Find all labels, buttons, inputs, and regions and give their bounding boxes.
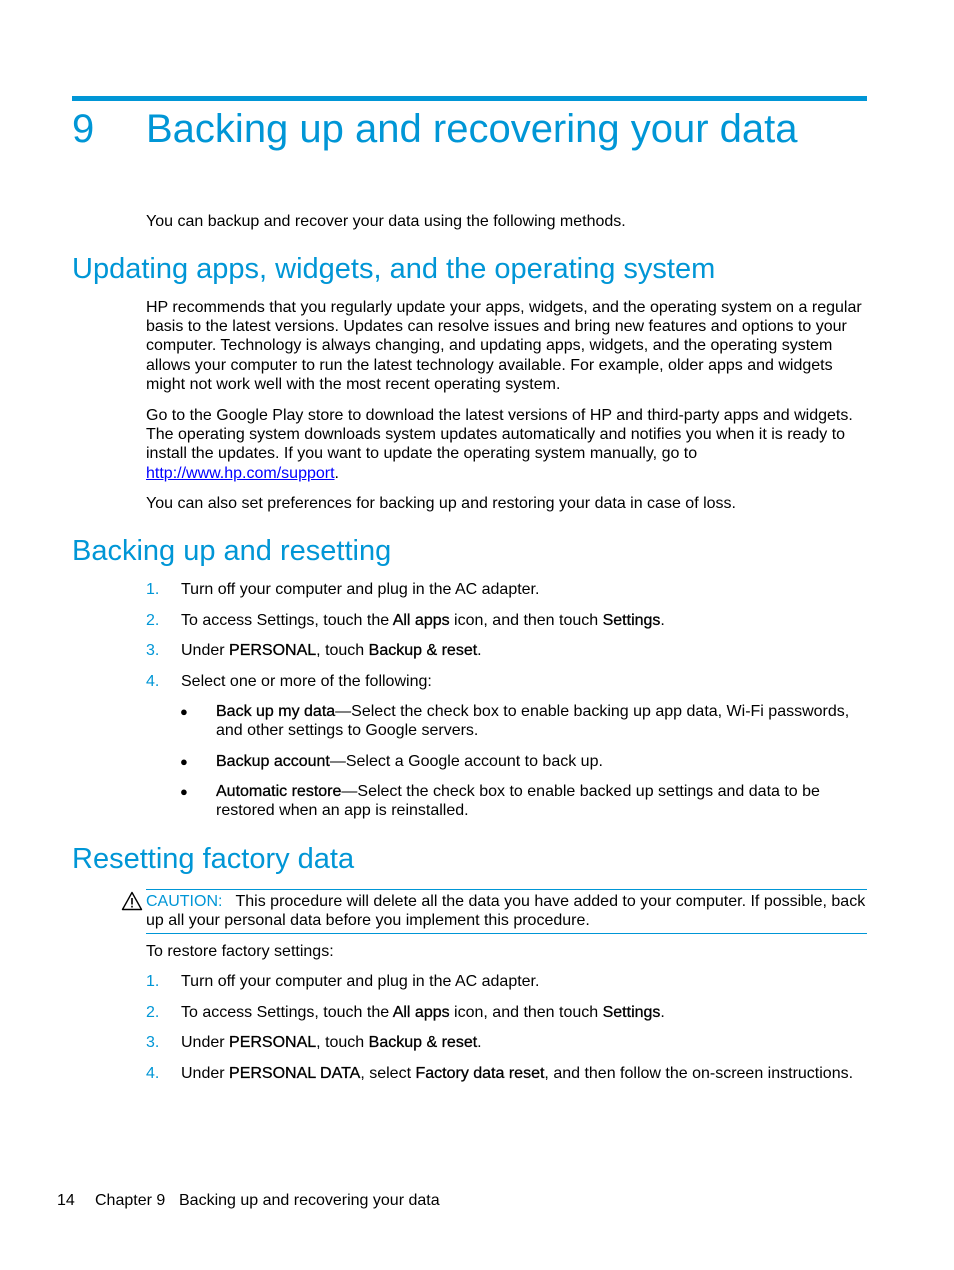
section-heading-updating: Updating apps, widgets, and the operating system xyxy=(72,253,716,285)
list-item: Turn off your computer and plug in the AC adapter. xyxy=(181,581,540,598)
warning-triangle-icon xyxy=(121,891,143,911)
updating-paragraph-1: HP recommends that you regularly update your apps, widgets, and the operating system on a regular basis to the latest versions. Updates can resolve issues and bring new features and options to your computer. Technology is always changing, and updating apps, widgets, and the operating system allows your computer to run the latest technology available. For example, older apps and widgets might not work well with the most recent operating system. xyxy=(146,299,862,393)
step-number: 4. xyxy=(146,673,160,690)
step-number: 1. xyxy=(146,581,160,598)
list-item: Under PERSONAL, touch Backup & reset. xyxy=(181,1034,482,1051)
bullet-icon: ● xyxy=(180,784,188,799)
list-item: Turn off your computer and plug in the AC adapter. xyxy=(181,973,540,990)
section-heading-factory: Resetting factory data xyxy=(72,843,355,875)
list-item: To access Settings, touch the All apps icon, and then touch Settings. xyxy=(181,1004,665,1021)
footer-page-number: 14 xyxy=(57,1192,75,1209)
bullet-item: Automatic restore—Select the check box to enable backed up settings and data to be restored when an app is reinstalled. xyxy=(216,783,820,820)
chapter-number: 9 xyxy=(72,107,95,151)
step-number: 3. xyxy=(146,1034,160,1051)
step-number: 2. xyxy=(146,1004,160,1021)
step-number: 4. xyxy=(146,1065,160,1082)
footer-chapter-label: Chapter 9 xyxy=(95,1192,166,1209)
list-item: To access Settings, touch the All apps icon, and then touch Settings. xyxy=(181,612,665,629)
list-item: Under PERSONAL DATA, select Factory data reset, and then follow the on-screen instructions. xyxy=(181,1065,854,1082)
list-item: Under PERSONAL, touch Backup & reset. xyxy=(181,642,482,659)
bullet-item: Backup account—Select a Google account to back up. xyxy=(216,753,603,770)
list-item: Select one or more of the following: xyxy=(181,673,432,690)
section-heading-backing: Backing up and resetting xyxy=(72,535,392,567)
step-number: 3. xyxy=(146,642,160,659)
bullet-icon: ● xyxy=(180,754,188,769)
updating-paragraph-2: Go to the Google Play store to download the latest versions of HP and third-party apps and widgets. The operating system downloads system updates automatically and notifies you when it is ready to install the updates. If you want to update the operating system manually, go to http://www.hp.com/support. xyxy=(146,407,853,482)
caution-label: CAUTION: xyxy=(146,893,223,910)
hp-support-link[interactable]: http://www.hp.com/support xyxy=(146,464,335,482)
bullet-item: Back up my data—Select the check box to enable backing up app data, Wi-Fi passwords, and other settings to Google servers. xyxy=(216,703,850,740)
footer-chapter-title: Backing up and recovering your data xyxy=(179,1192,440,1209)
updating-paragraph-3: You can also set preferences for backing up and restoring your data in case of loss. xyxy=(146,495,736,512)
step-number: 1. xyxy=(146,973,160,990)
caution-text: CAUTION: This procedure will delete all the data you have added to your computer. If possible, back up all your personal data before you implement this procedure. xyxy=(146,893,866,930)
factory-intro: To restore factory settings: xyxy=(146,943,334,960)
chapter-rule xyxy=(72,96,867,101)
bullet-icon: ● xyxy=(180,704,188,719)
intro-paragraph: You can backup and recover your data using the following methods. xyxy=(146,213,626,230)
step-number: 2. xyxy=(146,612,160,629)
chapter-title: Backing up and recovering your data xyxy=(146,107,798,151)
